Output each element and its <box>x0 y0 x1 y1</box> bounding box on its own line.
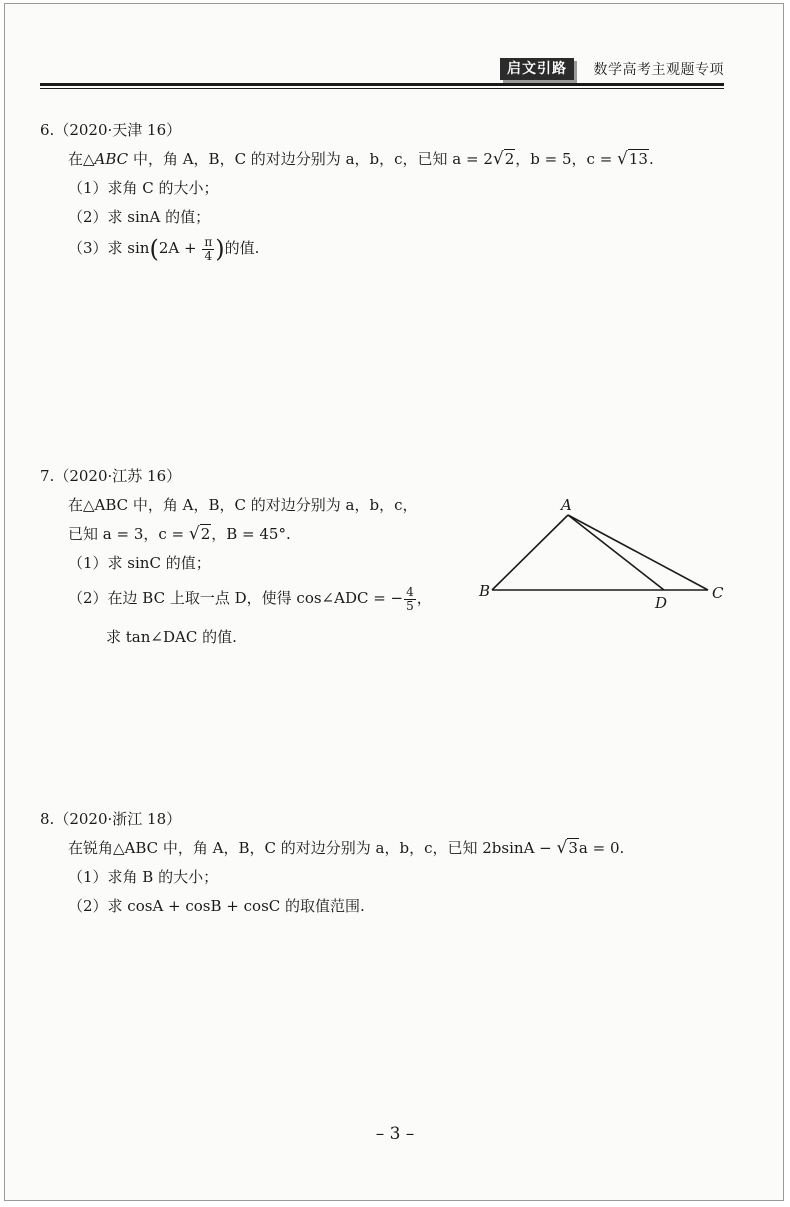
problem-6-stem-mid2: ，b = 5，c = <box>515 150 618 168</box>
problem-6-q1: （1）求角 C 的大小； <box>68 179 219 197</box>
label-b: B <box>479 582 491 600</box>
problem-6-stem <box>68 145 654 174</box>
problem-6-stem-mid: 中，角 A，B，C 的对边分别为 a，b，c，已知 a = 2 <box>128 150 493 168</box>
label-c: C <box>712 584 724 602</box>
sqrt-2: √2 <box>188 524 211 544</box>
problem-8-q2: （2）求 cosA + cosB + cosC 的取值范围. <box>68 897 365 915</box>
problem-7-stem1: 在△ABC 中，角 A，B，C 的对边分别为 a，b，c， <box>68 496 418 514</box>
problem-7-q2-suffix: ， <box>416 589 432 607</box>
problem-7-q2 <box>68 584 432 613</box>
problem-7-q1: （1）求 sinC 的值； <box>68 554 211 572</box>
header-rule-thick <box>40 83 724 86</box>
problem-8 <box>40 805 624 921</box>
side-ac <box>568 515 708 590</box>
problem-7-q2-prefix: （2）在边 BC 上取一点 D，使得 cos∠ADC = − <box>68 589 404 607</box>
page-number: – 3 – <box>375 1124 415 1144</box>
segment-ad <box>568 515 664 590</box>
sqrt-3: √3 <box>556 838 578 858</box>
problem-7-stem2-suffix: ，B = 45°. <box>211 525 291 543</box>
problem-7-stem2-prefix: 已知 a = 3，c = <box>68 525 189 543</box>
problem-8-stem-suffix: a = 0. <box>578 839 625 857</box>
problem-7-number: 7. <box>40 467 55 485</box>
problem-7-q2-line2: 求 tan∠DAC 的值. <box>106 628 237 646</box>
brand-logo: 启文引路 <box>500 58 574 80</box>
triangle-diagram <box>476 502 726 608</box>
problem-8-header <box>40 805 624 834</box>
problem-7-source: （2020·江苏 16） <box>54 467 182 485</box>
problem-6 <box>40 116 654 263</box>
problem-6-q3 <box>68 234 654 263</box>
page-header <box>40 58 724 88</box>
problem-6-q2: （2）求 sinA 的值； <box>68 208 211 226</box>
problem-6-q3-suffix: 的值. <box>224 239 260 257</box>
fraction-4-over-5: $\frac{4}{5}$ <box>406 584 414 613</box>
left-paren: ( <box>149 235 159 263</box>
problem-8-stem-prefix: 在锐角△ABC 中，角 A，B，C 的对边分别为 a，b，c，已知 2bsinA − <box>68 839 557 857</box>
problem-7-stem2 <box>68 520 432 549</box>
fraction-pi-over-4: $\frac{\pi}{4}$ <box>204 234 213 263</box>
problem-7 <box>40 462 432 652</box>
header-rule-thin <box>40 88 724 89</box>
problem-6-header <box>40 116 654 145</box>
sqrt-2: √2 <box>492 149 515 169</box>
problem-8-source: （2020·浙江 18） <box>54 810 182 828</box>
label-a: A <box>561 496 572 514</box>
problem-6-stem-prefix: 在△ <box>68 150 95 168</box>
header-title: 数学高考主观题专项 <box>593 62 724 78</box>
side-ab <box>492 515 568 590</box>
problem-8-number: 8. <box>40 810 55 828</box>
sqrt-13: √13 <box>617 149 648 169</box>
problem-6-stem-abc: ABC <box>94 150 129 168</box>
problem-6-q3-prefix: （3）求 sin <box>68 239 150 257</box>
problem-7-header <box>40 462 432 491</box>
problem-8-stem <box>68 834 624 863</box>
problem-6-q3-inner: 2A + <box>158 239 202 257</box>
problem-6-source: （2020·天津 16） <box>54 121 182 139</box>
right-paren: ) <box>215 235 225 263</box>
triangle-figure <box>476 496 726 612</box>
problem-8-q1: （1）求角 B 的大小； <box>68 868 219 886</box>
problem-6-number: 6. <box>40 121 55 139</box>
problem-6-stem-end: . <box>648 150 654 168</box>
label-d: D <box>655 594 668 612</box>
